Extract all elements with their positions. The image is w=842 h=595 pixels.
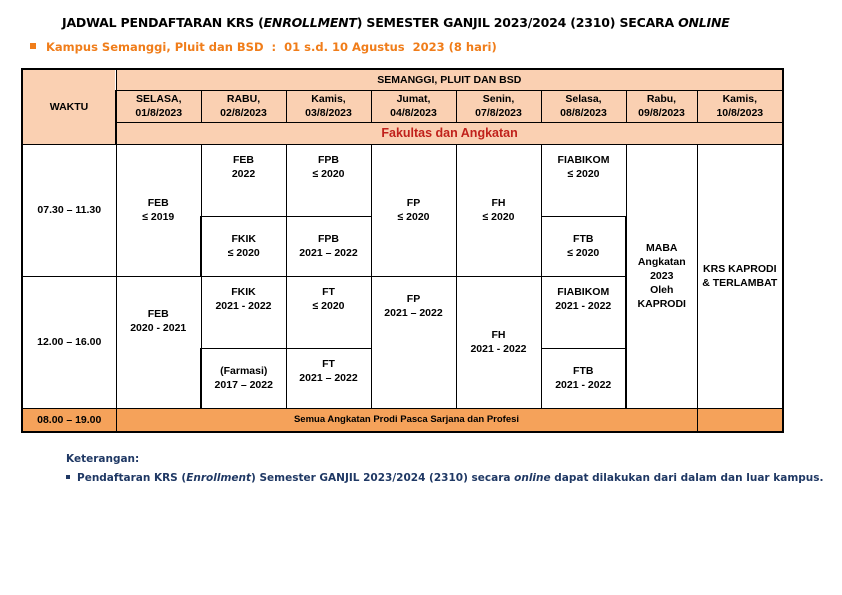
- day-header: Senin, 07/8/2023: [456, 90, 541, 122]
- time-morning: 07.30 – 11.30: [22, 144, 116, 276]
- pasca-row: Semua Angkatan Prodi Pasca Sarjana dan Profesi: [116, 408, 697, 432]
- schedule-cell: FH ≤ 2020: [456, 144, 541, 276]
- schedule-cell: FEB 2020 - 2021: [116, 276, 201, 408]
- schedule-cell: FTB 2021 - 2022: [541, 348, 626, 408]
- page-title: JADWAL PENDAFTARAN KRS (ENROLLMENT) SEMESTER GANJIL 2023/2024 (2310) SECARA ONLINE: [62, 15, 730, 30]
- time-afternoon: 12.00 – 16.00: [22, 276, 116, 408]
- schedule-cell: FPB 2021 – 2022: [286, 216, 371, 276]
- waktu-header: WAKTU: [22, 69, 116, 144]
- campus-period-line: [30, 40, 630, 54]
- day-header: SELASA, 01/8/2023: [116, 90, 201, 122]
- maba-cell: MABA Angkatan 2023 Oleh KAPRODI: [626, 144, 697, 408]
- schedule-cell: (Farmasi) 2017 – 2022: [201, 348, 286, 408]
- schedule-cell: FEB 2022: [201, 144, 286, 216]
- day-header: Kamis, 10/8/2023: [697, 90, 783, 122]
- schedule-cell: FT 2021 – 2022: [286, 348, 371, 408]
- day-header: Jumat, 04/8/2023: [371, 90, 456, 122]
- schedule-cell: FP 2021 – 2022: [371, 276, 456, 408]
- bullet-icon: [66, 475, 70, 479]
- empty-cell: [697, 408, 783, 432]
- period-label: : 01 s.d. 10 Agustus 2023 (8 hari): [263, 40, 497, 54]
- krs-kaprodi-cell: KRS KAPRODI & TERLAMBAT: [697, 144, 783, 408]
- campus-header: SEMANGGI, PLUIT DAN BSD: [116, 69, 783, 90]
- schedule-cell: FTB ≤ 2020: [541, 216, 626, 276]
- day-header: Selasa, 08/8/2023: [541, 90, 626, 122]
- day-header: Kamis, 03/8/2023: [286, 90, 371, 122]
- schedule-cell: FH 2021 - 2022: [456, 276, 541, 408]
- schedule-table: [21, 68, 784, 433]
- schedule-cell: FPB ≤ 2020: [286, 144, 371, 216]
- schedule-cell: FT ≤ 2020: [286, 276, 371, 348]
- day-header: RABU, 02/8/2023: [201, 90, 286, 122]
- schedule-cell: FIABIKOM ≤ 2020: [541, 144, 626, 216]
- bullet-icon: [30, 43, 36, 49]
- schedule-cell: FIABIKOM 2021 - 2022: [541, 276, 626, 348]
- schedule-cell: FEB ≤ 2019: [116, 144, 201, 276]
- faculty-header: Fakultas dan Angkatan: [116, 122, 783, 144]
- schedule-cell: FP ≤ 2020: [371, 144, 456, 276]
- keterangan-note: Pendaftaran KRS (Enrollment) Semester GANJIL 2023/2024 (2310) secara online dapat dilakukan dari dalam dan luar kampus.: [66, 472, 824, 484]
- keterangan-title: Keterangan:: [66, 453, 140, 465]
- schedule-cell: FKIK ≤ 2020: [201, 216, 286, 276]
- day-header: Rabu, 09/8/2023: [626, 90, 697, 122]
- schedule-cell: FKIK 2021 - 2022: [201, 276, 286, 348]
- time-all-day: 08.00 – 19.00: [22, 408, 116, 432]
- campus-label: Kampus Semanggi, Pluit dan BSD: [46, 40, 264, 54]
